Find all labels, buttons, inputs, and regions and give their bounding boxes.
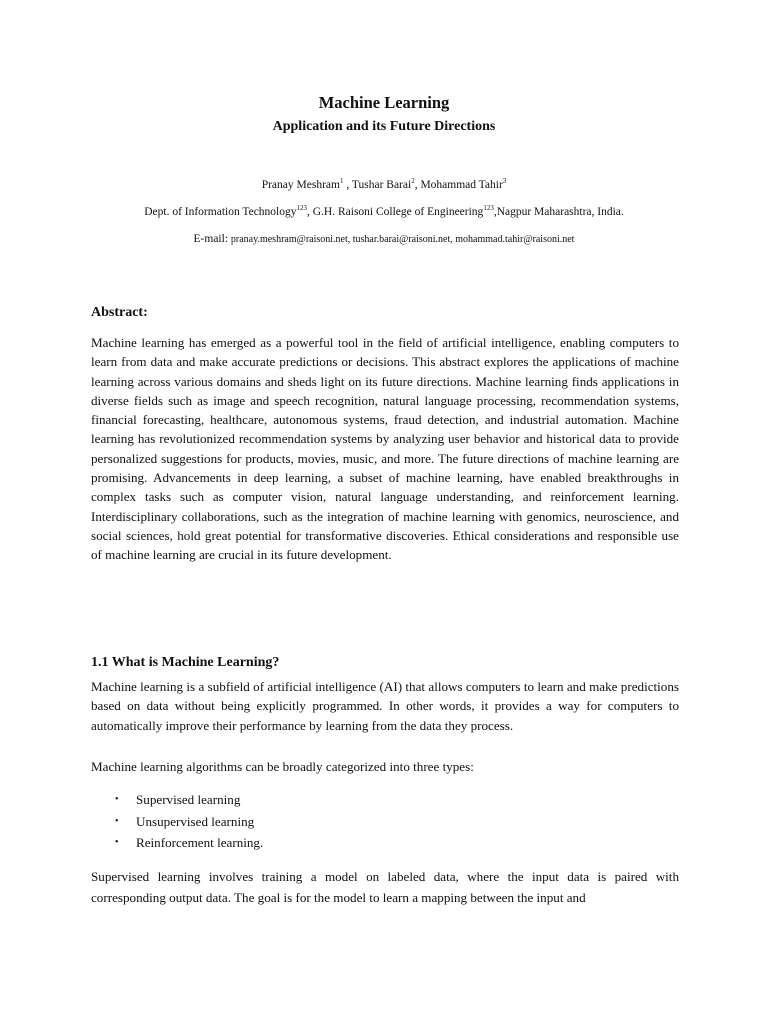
- email-addresses: pranay.meshram@raisoni.net, tushar.barai@raisoni.net, mohammad.tahir@raisoni.net: [230, 234, 575, 245]
- abstract-heading: Abstract:: [91, 305, 148, 320]
- dept-affiliation-mark: 123: [296, 204, 307, 212]
- section-paragraph-definition: Machine learning is a subfield of artificial intelligence (AI) that allows computers to learn and make predictions based on data without being explicitly programmed. In other words, it provides a way for computers to automatically improve their performance by learning from the data they process.: [91, 679, 679, 733]
- affiliation-location: ,Nagpur Maharashtra, India.: [493, 206, 624, 218]
- section-heading: 1.1 What is Machine Learning?: [91, 655, 280, 670]
- paper-title: Machine Learning: [318, 93, 450, 112]
- email-label: E-mail:: [193, 233, 229, 245]
- section-paragraph-supervised: Supervised learning involves training a model on labeled data, where the input data is paired with corresponding output data. The goal is for the model to learn a mapping between the input and: [91, 869, 679, 905]
- affiliation-line: [0, 204, 768, 220]
- list-item: [91, 811, 679, 833]
- author-affiliation-mark: 1: [339, 177, 344, 185]
- college-affiliation-mark: 123: [483, 204, 494, 212]
- author-name: Pranay Meshram: [261, 179, 340, 191]
- list-item-text: Reinforcement learning.: [136, 835, 264, 850]
- author-affiliation-mark: 3: [502, 177, 507, 185]
- bullet-icon: •: [115, 794, 119, 805]
- bullet-icon: •: [115, 815, 119, 827]
- author-name: Tushar Barai: [351, 179, 412, 191]
- author-name: Mohammad Tahir: [420, 179, 503, 191]
- bullet-icon: •: [115, 837, 119, 848]
- email-line: [0, 231, 768, 248]
- affiliation-dept: Dept. of Information Technology: [144, 206, 297, 218]
- list-item: [91, 789, 679, 811]
- author-affiliation-mark: 2: [411, 177, 415, 185]
- list-item-text: Unsupervised learning: [136, 813, 255, 829]
- ml-types-list: [91, 789, 679, 854]
- list-item-text: Supervised learning: [136, 792, 241, 807]
- list-item: [91, 832, 679, 854]
- author-list: Pranay Meshram$^1$ , Tushar Barai$^2$, Mohammad Tahir$^3$: [261, 177, 507, 191]
- paper-subtitle: Application and its Future Directions: [272, 119, 496, 134]
- section-paragraph-types-intro: Machine learning algorithms can be broadly categorized into three types:: [91, 759, 474, 774]
- affiliation-college: , G.H. Raisoni College of Engineering: [307, 206, 484, 218]
- abstract-body: Machine learning has emerged as a powerful tool in the field of artificial intelligence, enabling computers to learn from data and make accurate predictions or decisions. This abstract explores the applications of machine learning across various domains and sheds light on its future directions. Machine learning finds applications in diverse fields such as image and speech recognition, natural language processing, recommendation systems, financial forecasting, healthcare, autonomous systems, fraud detection, and industrial automation. Machine learning has revolutionized recommendation systems by analyzing user behavior and historical data to provide personalized suggestions for products, movies, music, and more. The future directions of machine learning are promising. Advancements in deep learning, a subset of machine learning, have enabled breakthroughs in complex tasks such as computer vision, natural language understanding, and reinforcement learning. Interdisciplinary collaborations, such as the integration of machine learning with genomics, neuroscience, and social sciences, hold great potential for transformative discoveries. Ethical considerations and responsible use of machine learning are crucial in its future development.: [91, 335, 679, 563]
